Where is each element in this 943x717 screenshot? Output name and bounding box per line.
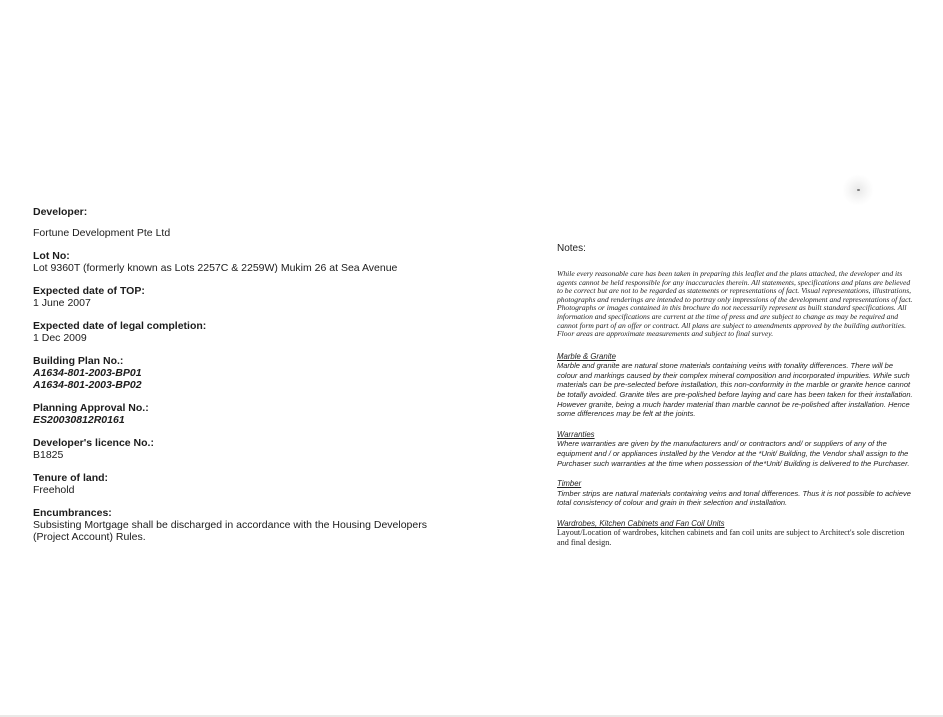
field-encumbrances-label: Encumbrances: (33, 507, 112, 519)
field-expected-top-value: 1 June 2007 (33, 297, 91, 309)
note-heading-timber: Timber (557, 479, 582, 489)
field-legal-completion-label: Expected date of legal completion: (33, 320, 207, 332)
field-developer-label: Developer: (33, 206, 88, 218)
note-heading-warranties: Warranties (557, 429, 595, 439)
note-body-timber: Timber strips are natural materials containing veins and tonal differences. Thus it is not possible to achieve total consistency of colour and grain in their selection and installation. (557, 488, 911, 508)
field-planning-approval (33, 402, 435, 426)
notes-column (557, 243, 913, 558)
note-section-marble-granite (557, 352, 913, 419)
field-encumbrances (33, 507, 435, 543)
note-section-wardrobes (557, 519, 913, 547)
field-developer-licence (33, 437, 435, 461)
field-building-plan-value-1: A1634-801-2003-BP01 (33, 367, 142, 379)
note-section-timber (557, 479, 913, 508)
notes-heading: Notes: (557, 243, 586, 254)
field-building-plan-value-2: A1634-801-2003-BP02 (33, 379, 142, 391)
disclaimer-paragraph: While every reasonable care has been taken in preparing this leaflet and the plans attached, the developer and its agents cannot be held responsible for any inaccuracies therein. All statements, specifications and plans are believed to be correct but are not to be regarded as statements or representations of fact. Visual representations, illustrations, photographs and renderings are intended to portray only impressions of the development and representations of fact. Photographs or images contained in this brochure do not necessarily represent as built standard specifications. All information and specifications are current at the time of press and are subject to change as may be required and cannot form part of an offer or contract. All plans are subject to amendments approved by the building authorities. Floor areas are approximate measurements and subject to final survey. (557, 269, 913, 339)
field-tenure (33, 472, 435, 496)
field-developer-value: Fortune Development Pte Ltd (33, 227, 171, 239)
field-planning-approval-label: Planning Approval No.: (33, 402, 149, 414)
project-facts-column (33, 206, 435, 554)
note-body-warranties: Where warranties are given by the manufacturers and/ or contractors and/ or suppliers of any of the equipment and / or appliances installed by the Vendor at the *Unit/ Building, the Vendor shall assign to the Purchaser such warranties at the time when possession of the*Unit/ Building is delivered to the Purchaser. (557, 439, 910, 468)
field-expected-top (33, 285, 435, 309)
note-heading-marble-granite: Marble & Granite (557, 351, 616, 361)
field-tenure-value: Freehold (33, 484, 75, 496)
field-developer-licence-value: B1825 (33, 449, 64, 461)
field-building-plan (33, 355, 435, 391)
field-lot-no (33, 250, 435, 274)
field-planning-approval-value: ES20030812R0161 (33, 414, 125, 426)
note-body-wardrobes: Layout/Location of wardrobes, kitchen cabinets and fan coil units are subject to Architect's sole discretion and final design. (557, 528, 905, 547)
field-legal-completion (33, 320, 435, 344)
field-lot-no-label: Lot No: (33, 250, 70, 262)
field-encumbrances-value: Subsisting Mortgage shall be discharged in accordance with the Housing Developers (Project Account) Rules. (33, 519, 427, 543)
field-developer (33, 206, 435, 239)
field-legal-completion-value: 1 Dec 2009 (33, 332, 87, 344)
field-expected-top-label: Expected date of TOP: (33, 285, 145, 297)
field-tenure-label: Tenure of land: (33, 472, 109, 484)
note-body-marble-granite: Marble and granite are natural stone materials containing veins with tonality differences. There will be colour and markings caused by their complex mineral composition and incorporated impurities. While such materials can be pre-selected before installation, this non-conformity in the marble or granite hence cannot be totally avoided. Granite tiles are pre-polished before laying and care has been taken for their installation. However granite, being a much harder material than marble cannot be re-polished after installation. Hence some differences may be felt at the joints. (557, 361, 913, 419)
field-building-plan-label: Building Plan No.: (33, 355, 124, 367)
field-lot-no-value: Lot 9360T (formerly known as Lots 2257C & 2259W) Mukim 26 at Sea Avenue (33, 262, 398, 274)
scan-dot-mark (857, 189, 860, 191)
note-section-warranties (557, 430, 913, 468)
field-developer-licence-label: Developer's licence No.: (33, 437, 154, 449)
note-heading-wardrobes: Wardrobes, Kitchen Cabinets and Fan Coil Units (557, 518, 725, 528)
